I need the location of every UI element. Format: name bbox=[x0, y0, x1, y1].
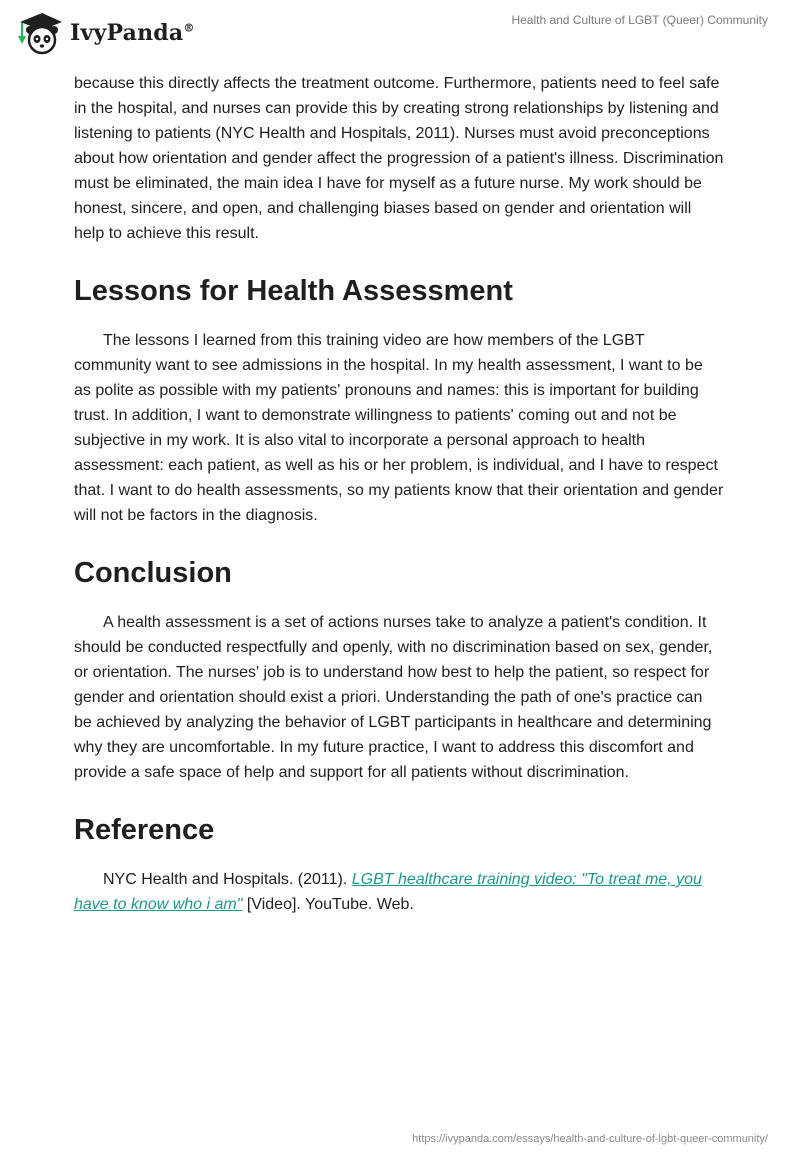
logo-wordmark: IvyPanda® bbox=[70, 20, 195, 46]
site-logo[interactable] bbox=[14, 8, 195, 58]
reference-suffix: [Video]. YouTube. Web. bbox=[242, 896, 414, 913]
reference-heading: Reference bbox=[74, 814, 215, 846]
lessons-paragraph: The lessons I learned from this training video are how members of the LGBT community want to see admissions in the hospital. In my health assessment, I want to be as polite as possible with my patients' pronouns and names: this is important for building trust. In addition, I want to demonstrate willingness to patients' coming out and not be subjective in my work. It is also vital to incorporate a personal approach to health assessment: each patient, as well as his or her problem, is individual, and I have to respect that. I want to do health assessments, so my patients know that their orientation and gender will not be factors in the diagnosis. bbox=[74, 332, 724, 524]
conclusion-heading: Conclusion bbox=[74, 557, 232, 589]
registered-mark: ® bbox=[183, 21, 195, 35]
document-title: Health and Culture of LGBT (Queer) Community bbox=[511, 13, 768, 27]
reference-prefix: NYC Health and Hospitals. (2011). bbox=[103, 871, 352, 888]
panda-logo-icon bbox=[14, 10, 64, 56]
lessons-heading: Lessons for Health Assessment bbox=[74, 275, 513, 307]
intro-paragraph: because this directly affects the treatment outcome. Furthermore, patients need to feel safe in the hospital, and nurses can provide this by creating strong relationships by listening and listening to patients (NYC Health and Hospitals, 2011). Nurses must avoid preconceptions about how orientation and gender affect the progression of a patient's illness. Discrimination must be eliminated, the main idea I have for myself as a future nurse. My work should be honest, sincere, and open, and challenging biases based on gender and orientation will help to achieve this result. bbox=[74, 75, 724, 242]
reference-entry bbox=[74, 867, 724, 917]
reference-link[interactable]: LGBT healthcare training video: "To treat me, you have to know who i am" bbox=[74, 871, 702, 913]
footer-url: https://ivypanda.com/essays/health-and-culture-of-lgbt-queer-community/ bbox=[412, 1133, 768, 1145]
essay-content bbox=[74, 71, 724, 917]
conclusion-paragraph: A health assessment is a set of actions nurses take to analyze a patient's condition. It should be conducted respectfully and openly, with no discrimination based on sex, gender, or orientation. The nurses' job is to understand how best to help the patient, so respect for gender and orientation should exist a priori. Understanding the path of one's practice can be achieved by analyzing the behavior of LGBT participants in healthcare and determining why they are uncomfortable. In my future practice, I want to address this discomfort and provide a safe space of help and support for all patients without discrimination. bbox=[74, 614, 713, 781]
